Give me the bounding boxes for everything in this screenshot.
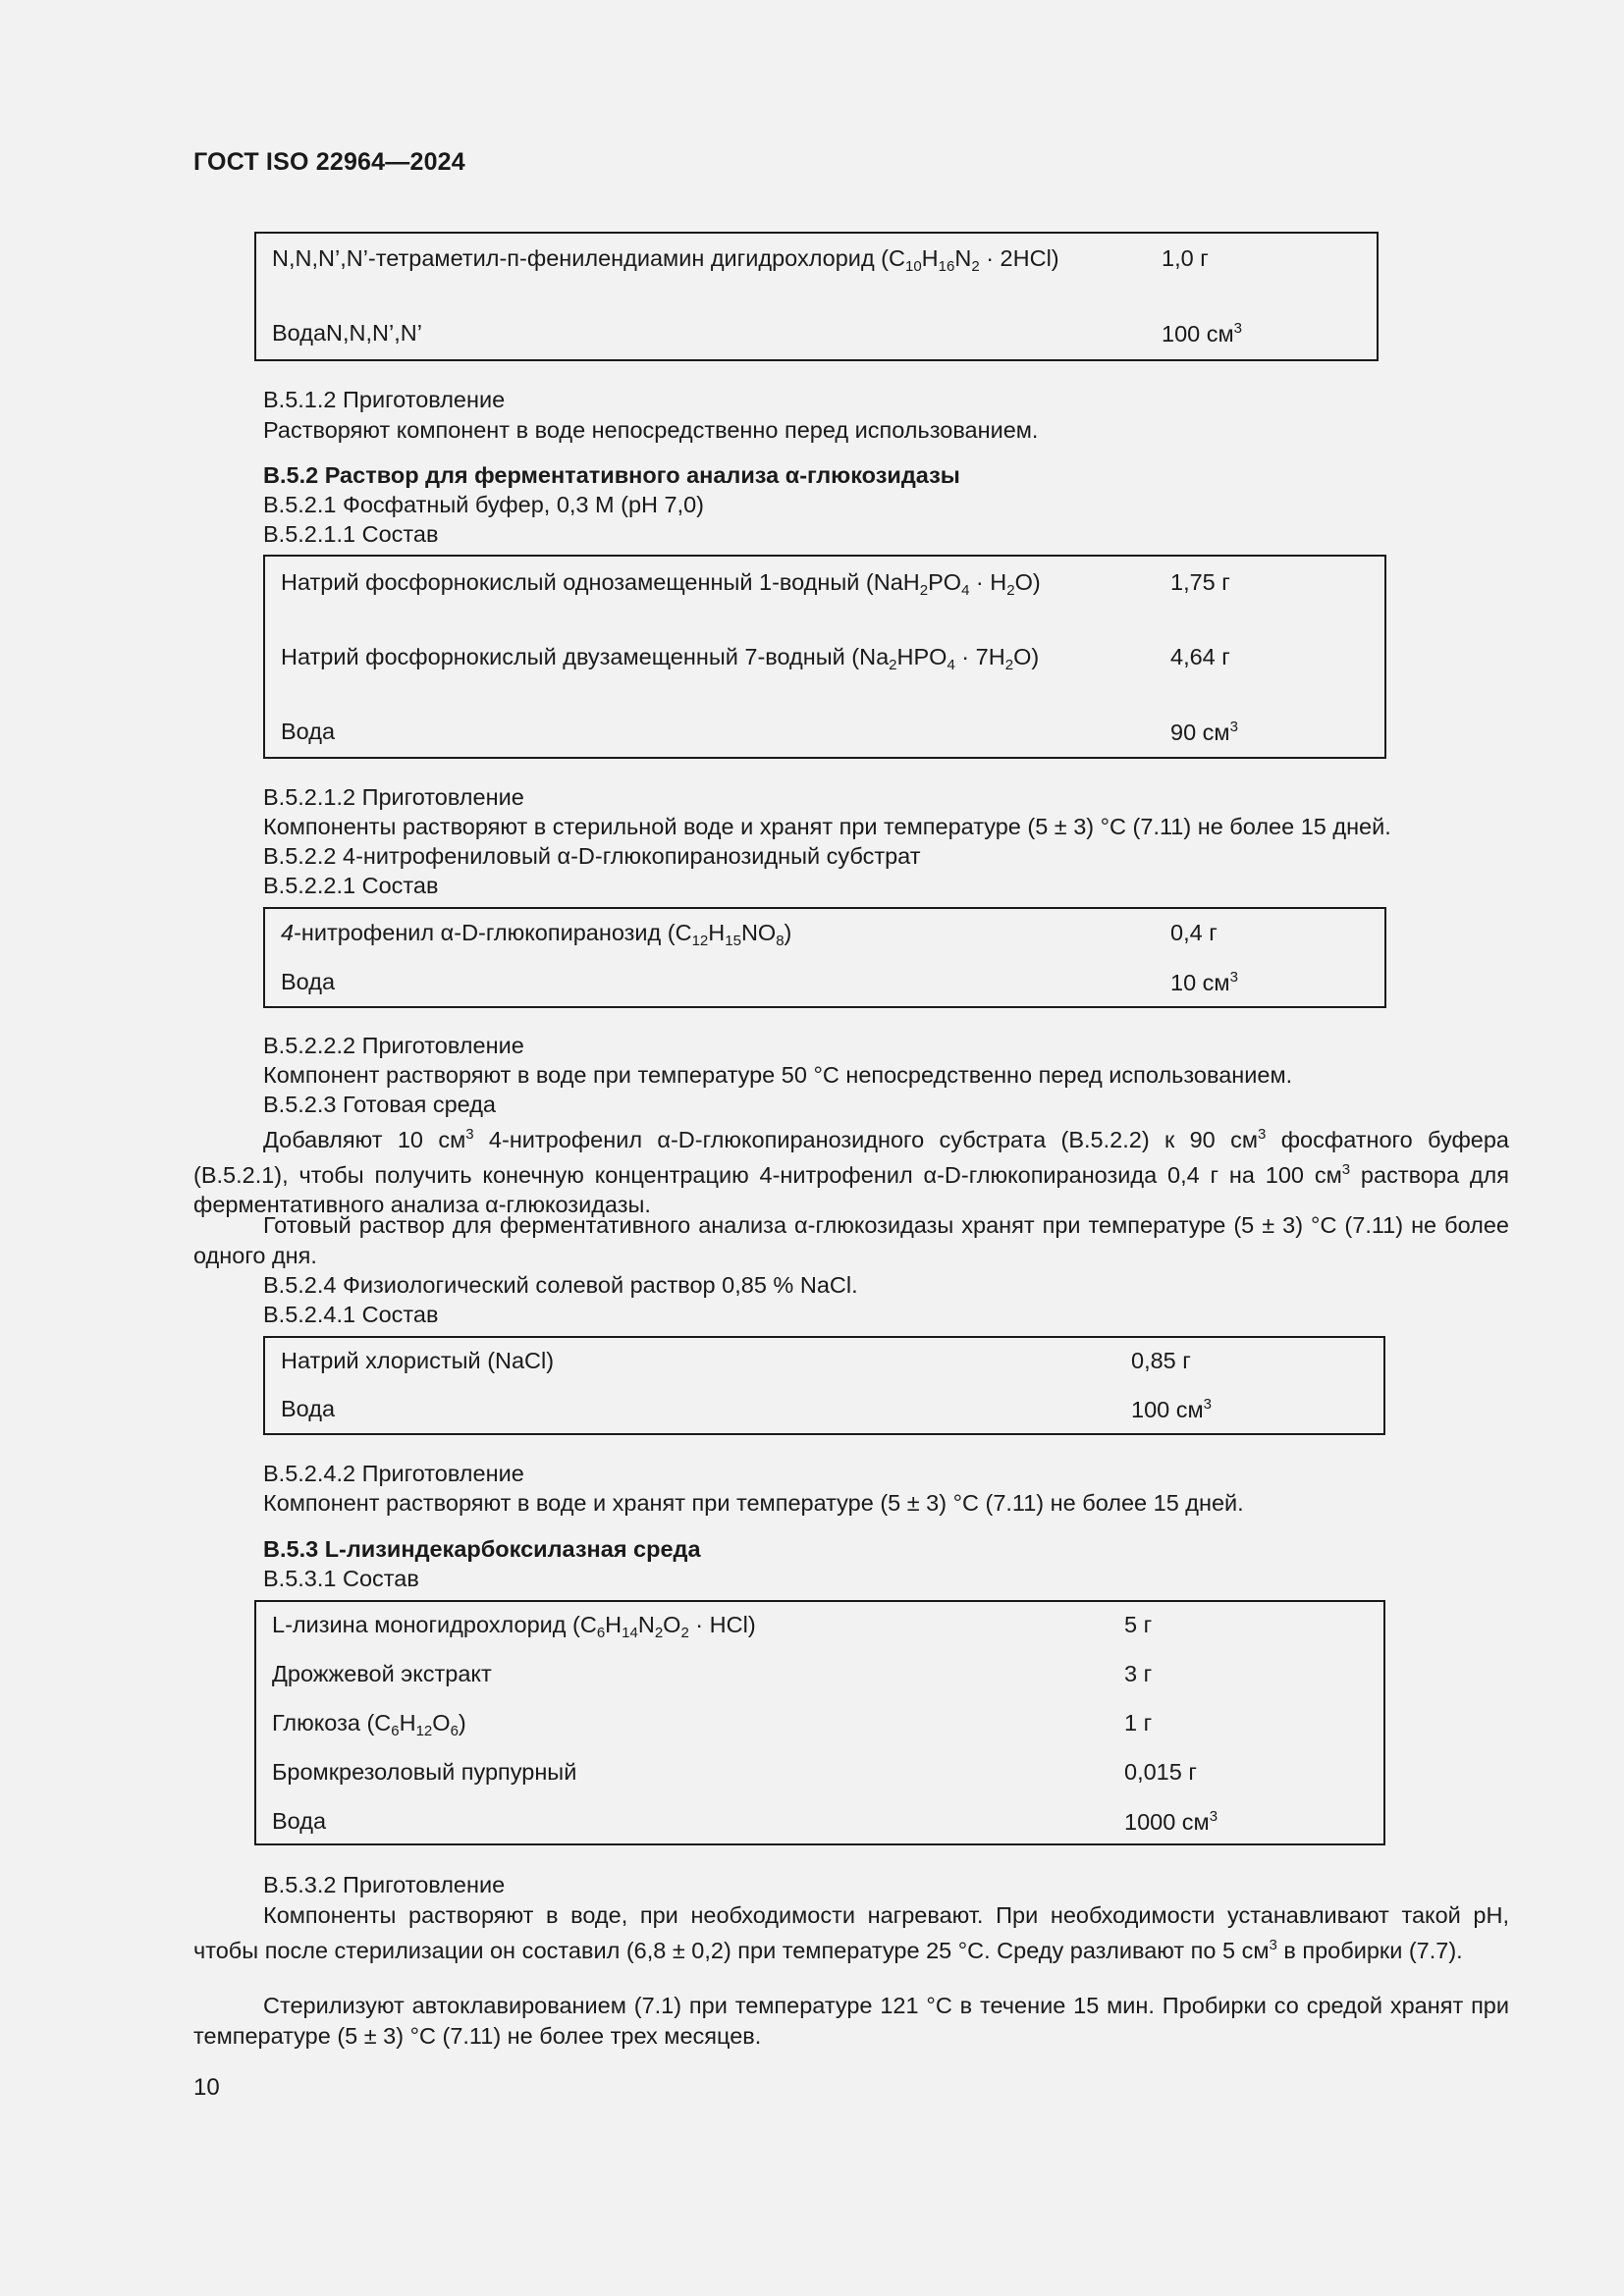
- table-row: Дрожжевой экстракт: [272, 1661, 492, 1686]
- table-cell-amount: 0,85 г: [1131, 1348, 1191, 1373]
- table-row: Вода: [272, 1808, 327, 1834]
- section-heading: В.5.2.3 Готовая среда: [263, 1092, 496, 1117]
- table-row: Натрий фосфорнокислый однозамещенный 1-водный $(NaH_2PO_4 \cdot H_2O)$: [281, 569, 1041, 599]
- table-cell-amount: 0,4 г: [1170, 920, 1218, 945]
- section-heading: В.5.2 Раствор для ферментативного анализа α-глюкозидазы: [263, 462, 960, 488]
- page-number: 10: [193, 2074, 220, 2101]
- section-heading: В.5.2.1 Фосфатный буфер, 0,3 М (рН 7,0): [263, 492, 705, 517]
- body-paragraph: Готовый раствор для ферментативного анализа α-глюкозидазы хранят при температуре (5 ± 3) °С (7.11) не более одного дня.: [193, 1212, 1509, 1268]
- body-text: Компонент растворяют в воде при температуре 50 °С непосредственно перед использованием.: [263, 1062, 1293, 1088]
- section-heading: В.5.2.4.2 Приготовление: [263, 1461, 524, 1486]
- section-heading: В.5.3.2 Приготовление: [263, 1872, 506, 1897]
- table-cell-amount: 1 г: [1124, 1710, 1153, 1735]
- table-row: Глюкоза $(C_6H_{12}O_6)$: [272, 1710, 466, 1739]
- section-heading: В.5.2.2.1 Состав: [263, 873, 439, 898]
- section-heading: В.5.2.2 4-нитрофениловый α-D-глюкопиранозидный субстрат: [263, 843, 921, 869]
- table-cell-amount: 10 $см^3$: [1170, 969, 1238, 995]
- composition-table-1: [254, 232, 1379, 361]
- composition-table-4: [263, 1336, 1385, 1435]
- composition-table-3: [263, 907, 1386, 1008]
- body-text: Компонент растворяют в воде и хранят при температуре (5 ± 3) °С (7.11) не более 15 дней.: [263, 1490, 1244, 1516]
- table-cell-amount: 5 г: [1124, 1612, 1153, 1637]
- table-cell-amount: 100 $см^3$: [1162, 320, 1242, 347]
- section-heading: В.5.3.1 Состав: [263, 1566, 419, 1591]
- table-row: 4-нитрофенил α-D-глюкопиранозид $(C_{12}H_{15}NO_8)$: [281, 920, 792, 949]
- document-header: ГОСТ ISO 22964—2024: [193, 148, 465, 176]
- table-row: Вода: [281, 1396, 336, 1421]
- section-heading: В.5.3 L-лизиндекарбоксилазная среда: [263, 1536, 701, 1562]
- table-cell-amount: 0,015 г: [1124, 1759, 1197, 1785]
- section-heading: В.5.2.2.2 Приготовление: [263, 1033, 524, 1058]
- table-row: Натрий хлористый (NaCl): [281, 1348, 555, 1373]
- table-cell-amount: 100 $см^3$: [1131, 1396, 1212, 1422]
- table-row: L-лизина моногидрохлорид $(C_6H_{14}N_2O_2 \cdot HCl)$: [272, 1612, 756, 1641]
- body-paragraph: Стерилизуют автоклавированием (7.1) при температуре 121 °С в течение 15 мин. Пробирки со средой хранят при температуре (5 ± 3) °С (7.11) не более трех месяцев.: [193, 1993, 1509, 2049]
- section-heading: В.5.1.2 Приготовление: [263, 387, 506, 412]
- table-cell-amount: 4,64 г: [1170, 644, 1230, 669]
- table-row: N,N,N’,N’-тетраметил-п-фенилендиамин дигидрохлорид $(C_{10}H_{16}N_2 \cdot 2HCl)$: [272, 245, 1059, 275]
- body-text: Компоненты растворяют в стерильной воде и хранят при температуре (5 ± 3) °С (7.11) не более 15 дней.: [263, 814, 1391, 839]
- table-cell-amount: 3 г: [1124, 1661, 1153, 1686]
- section-heading: В.5.2.1.1 Состав: [263, 521, 439, 547]
- table-cell-amount: 90 $см^3$: [1170, 719, 1238, 745]
- composition-table-5: [254, 1600, 1385, 1845]
- body-paragraph: Добавляют 10 $см^3$ 4-нитрофенил α-D-глюкопиранозидного субстрата (В.5.2.2) к 90 $см^3$ фосфатного буфера (В.5.2.1), чтобы получить конечную концентрацию 4-нитрофенил α-D-глюкопиранозида 0,4 г на 100 $см^3$ раствора для ферментативного анализа α-глюкозидазы.: [193, 1126, 1509, 1217]
- table-cell-amount: 1,75 г: [1170, 569, 1230, 595]
- composition-table-2: [263, 555, 1386, 759]
- table-cell-amount: 1,0 г: [1162, 245, 1209, 271]
- section-heading: В.5.2.4.1 Состав: [263, 1302, 439, 1327]
- table-cell-amount: 1000 $см^3$: [1124, 1808, 1218, 1835]
- section-heading: В.5.2.1.2 Приготовление: [263, 784, 524, 810]
- table-row: Вода: [281, 969, 336, 994]
- body-paragraph: Компоненты растворяют в воде, при необходимости нагревают. При необходимости устанавливают такой рН, чтобы после стерилизации он составил (6,8 ± 0,2) при температуре 25 °С. Среду разливают по 5 $см^3$ в пробирки (7.7).: [193, 1902, 1509, 1963]
- table-row: Бромкрезоловый пурпурный: [272, 1759, 577, 1785]
- table-row: Натрий фосфорнокислый двузамещенный 7-водный $(Na_2HPO_4 \cdot 7H_2O)$: [281, 644, 1040, 673]
- section-heading: В.5.2.4 Физиологический солевой раствор 0,85 % NaCl.: [263, 1272, 858, 1298]
- table-row: ВодаN,N,N’,N’: [272, 320, 422, 346]
- body-text: Растворяют компонент в воде непосредственно перед использованием.: [263, 417, 1039, 443]
- table-row: Вода: [281, 719, 336, 744]
